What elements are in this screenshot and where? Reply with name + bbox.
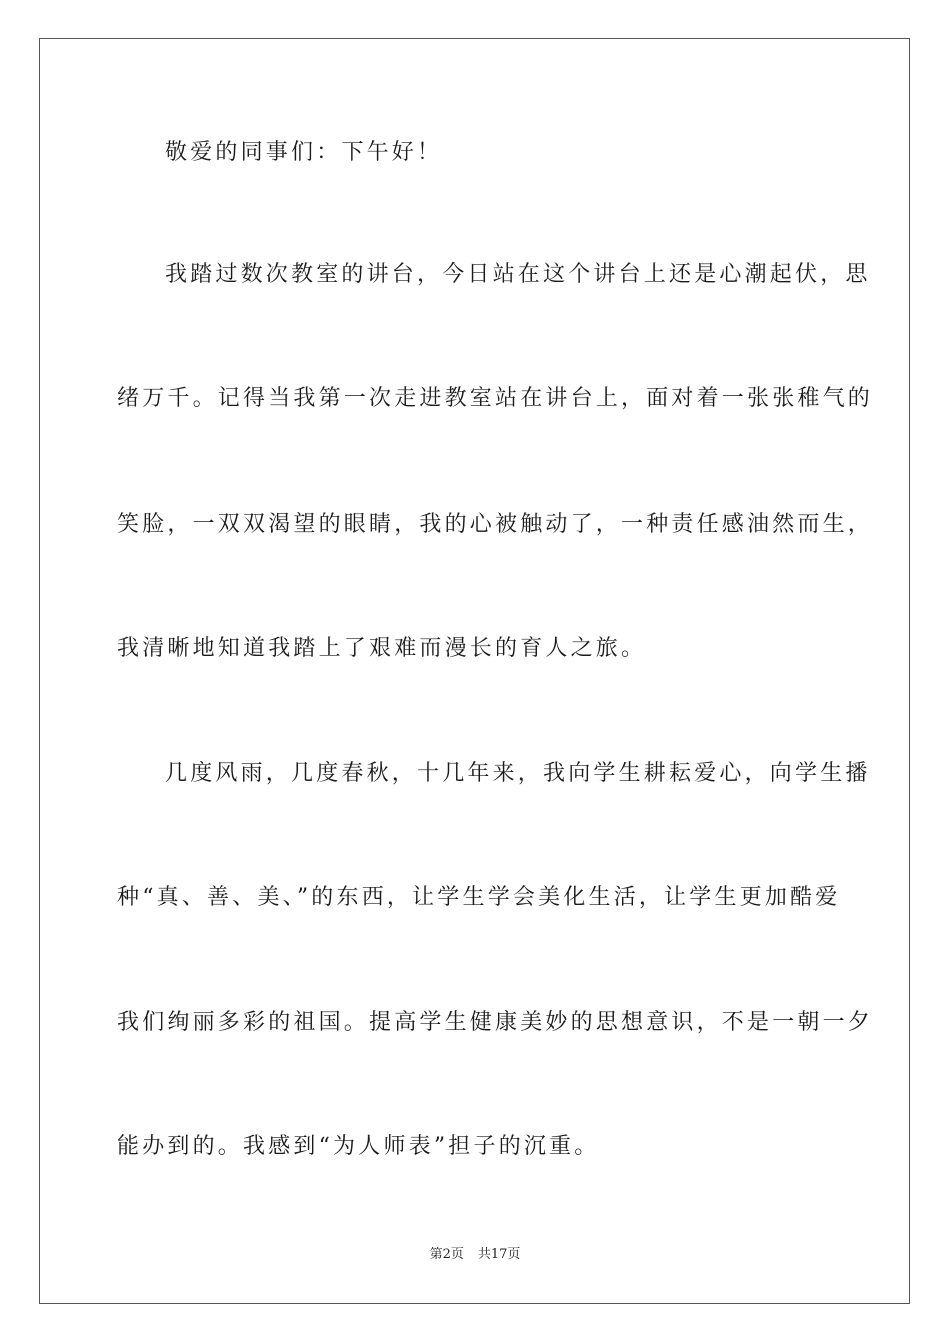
- paragraph-2-line-4: 能办到的。我感到“为人师表”担子的沉重。: [117, 1134, 600, 1159]
- paragraph-1-line-2: 绪万千。记得当我第一次走进教室站在讲台上，面对着一张张稚气的: [117, 386, 874, 411]
- page-number: 第2页: [429, 1247, 464, 1262]
- page-border: [39, 38, 910, 1304]
- page-total: 共17页: [477, 1247, 521, 1262]
- paragraph-1-line-4: 我清晰地知道我踏上了艰难而漫长的育人之旅。: [117, 636, 647, 661]
- greeting-line: 敬爱的同事们：下午好！: [165, 140, 443, 165]
- paragraph-2-line-3: 我们绚丽多彩的祖国。提高学生健康美妙的思想意识，不是一朝一夕: [117, 1010, 874, 1035]
- paragraph-1-line-1: 我踏过数次教室的讲台，今日站在这个讲台上还是心潮起伏，思: [165, 262, 871, 287]
- paragraph-2-line-1: 几度风雨，几度春秋，十几年来，我向学生耕耘爱心，向学生播: [165, 761, 871, 786]
- paragraph-1-line-3: 笑脸，一双双渴望的眼睛，我的心被触动了，一种责任感油然而生，: [117, 512, 874, 537]
- page-footer: [0, 1246, 950, 1264]
- paragraph-2-line-2: 种“真、善、美、”的东西，让学生学会美化生活，让学生更加酷爱: [117, 885, 841, 910]
